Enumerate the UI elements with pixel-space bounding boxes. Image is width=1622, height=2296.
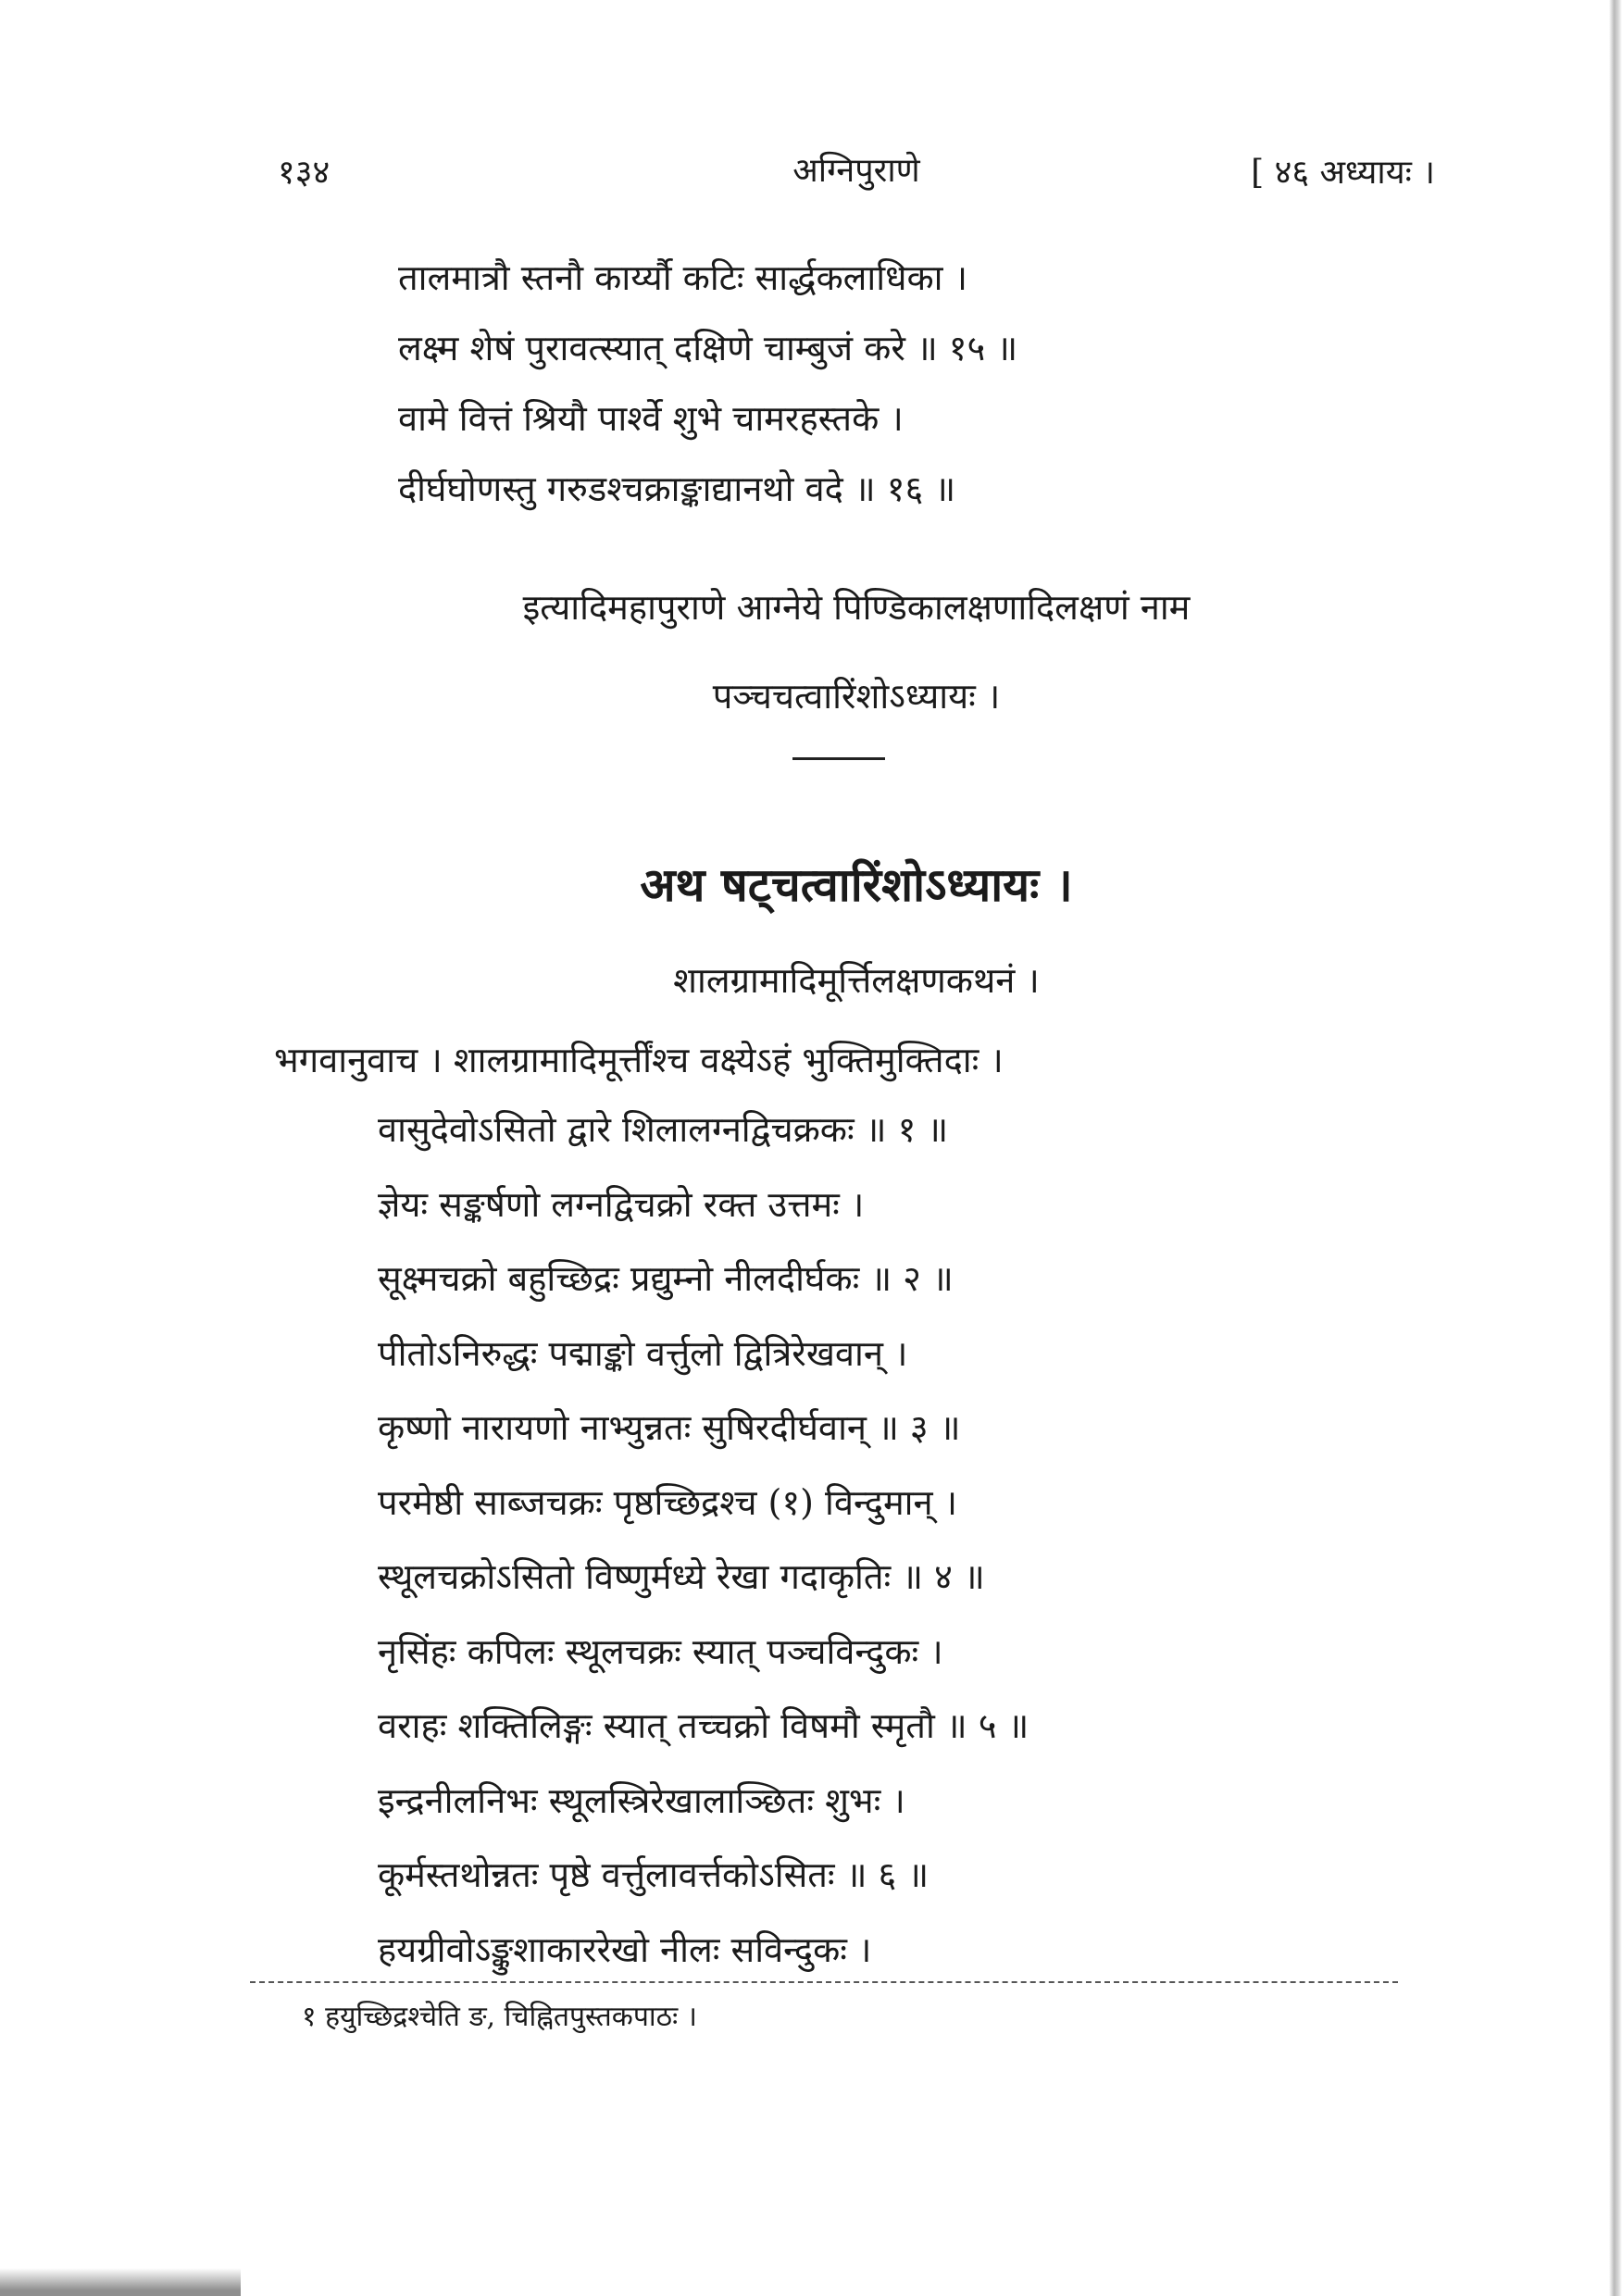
colophon-line: पञ्चचत्वारिंशोऽध्यायः । xyxy=(712,676,1001,717)
opening-verse-line: भगवानुवाच । शालग्रामादिमूर्त्तींश्च वक्ष्येऽहं भुक्तिमुक्तिदाः । xyxy=(274,1040,1004,1080)
section-divider xyxy=(792,757,885,760)
verse-line: सूक्ष्मचक्रो बहुच्छिद्रः प्रद्युम्नो नीलदीर्घकः ॥ २ ॥ xyxy=(378,1258,954,1299)
verse-line: वामे वित्तं श्रियौ पार्श्वे शुभे चामरहस्तके । xyxy=(398,398,904,439)
chapter-subtitle: शालग्रामादिमूर्त्तिलक्षणकथनं । xyxy=(673,960,1040,1001)
page-header xyxy=(278,139,1435,194)
chapter-colophon xyxy=(278,563,1435,741)
chapter-reference: [ ४६ अध्यायः । xyxy=(1251,154,1435,192)
verse-line: लक्ष्म शेषं पुरावत्स्यात् दक्षिणे चाम्बुजं करे ॥ १५ ॥ xyxy=(398,328,1018,368)
verse-line: इन्द्रनीलनिभः स्थूलस्त्रिरेखालाञ्छितः शुभः । xyxy=(378,1779,905,1821)
verse-line: स्थूलचक्रोऽसितो विष्णुर्मध्ये रेखा गदाकृतिः ॥ ४ ॥ xyxy=(378,1556,985,1597)
verse-line: नृसिंहः कपिलः स्थूलचक्रः स्यात् पञ्चविन्दुकः । xyxy=(378,1630,943,1672)
chapter-verses xyxy=(378,1092,1029,1987)
verse-line: पीतोऽनिरुद्धः पद्माङ्को वर्त्तुलो द्वित्रिरेखवान् । xyxy=(378,1332,908,1374)
verse-line: वासुदेवोऽसितो द्वारे शिलालग्नद्विचक्रकः ॥ १ ॥ xyxy=(378,1109,949,1150)
verse-line: ज्ञेयः सङ्कर्षणो लग्नद्विचक्रो रक्त उत्तमः । xyxy=(378,1183,865,1225)
scan-corner-shadow xyxy=(0,2259,241,2296)
running-title: अग्निपुराणे xyxy=(792,152,920,190)
verse-line: हयग्रीवोऽङ्कुशाकाररेखो नीलः सविन्दुकः । xyxy=(378,1928,872,1970)
footnote-divider xyxy=(250,1981,1398,1983)
chapter-heading: अथ षट्चत्वारिंशोऽध्यायः । xyxy=(640,857,1073,912)
verse-line: कूर्मस्तथोन्नतः पृष्ठे वर्त्तुलावर्त्तकोऽसितः ॥ ६ ॥ xyxy=(378,1854,930,1895)
scan-page-edge xyxy=(1609,0,1622,2296)
footnote: १ हयुच्छिद्रश्चेति ङ, चिह्नितपुस्तकपाठः । xyxy=(302,2001,698,2033)
colophon-line: इत्यादिमहापुराणे आग्नेये पिण्डिकालक्षणादिलक्षणं नाम xyxy=(522,587,1191,628)
verse-line: तालमात्रौ स्तनौ कार्य्यौ कटिः सार्द्धकलाधिका । xyxy=(398,257,967,298)
previous-chapter-verses xyxy=(398,243,1017,524)
verse-line: कृष्णो नारायणो नाभ्युन्नतः सुषिरदीर्घवान् ॥ ३ ॥ xyxy=(378,1407,961,1448)
verse-line: वराहः शक्तिलिङ्गः स्यात् तच्चक्रो विषमौ स्मृतौ ॥ ५ ॥ xyxy=(378,1705,1029,1746)
page-number: १३४ xyxy=(278,154,331,192)
verse-line: परमेष्ठी साब्जचक्रः पृष्ठच्छिद्रश्च (१) विन्दुमान् । xyxy=(378,1481,958,1523)
verse-line: दीर्घघोणस्तु गरुडश्चक्राङ्काद्यानथो वदे ॥ १६ ॥ xyxy=(398,468,956,509)
